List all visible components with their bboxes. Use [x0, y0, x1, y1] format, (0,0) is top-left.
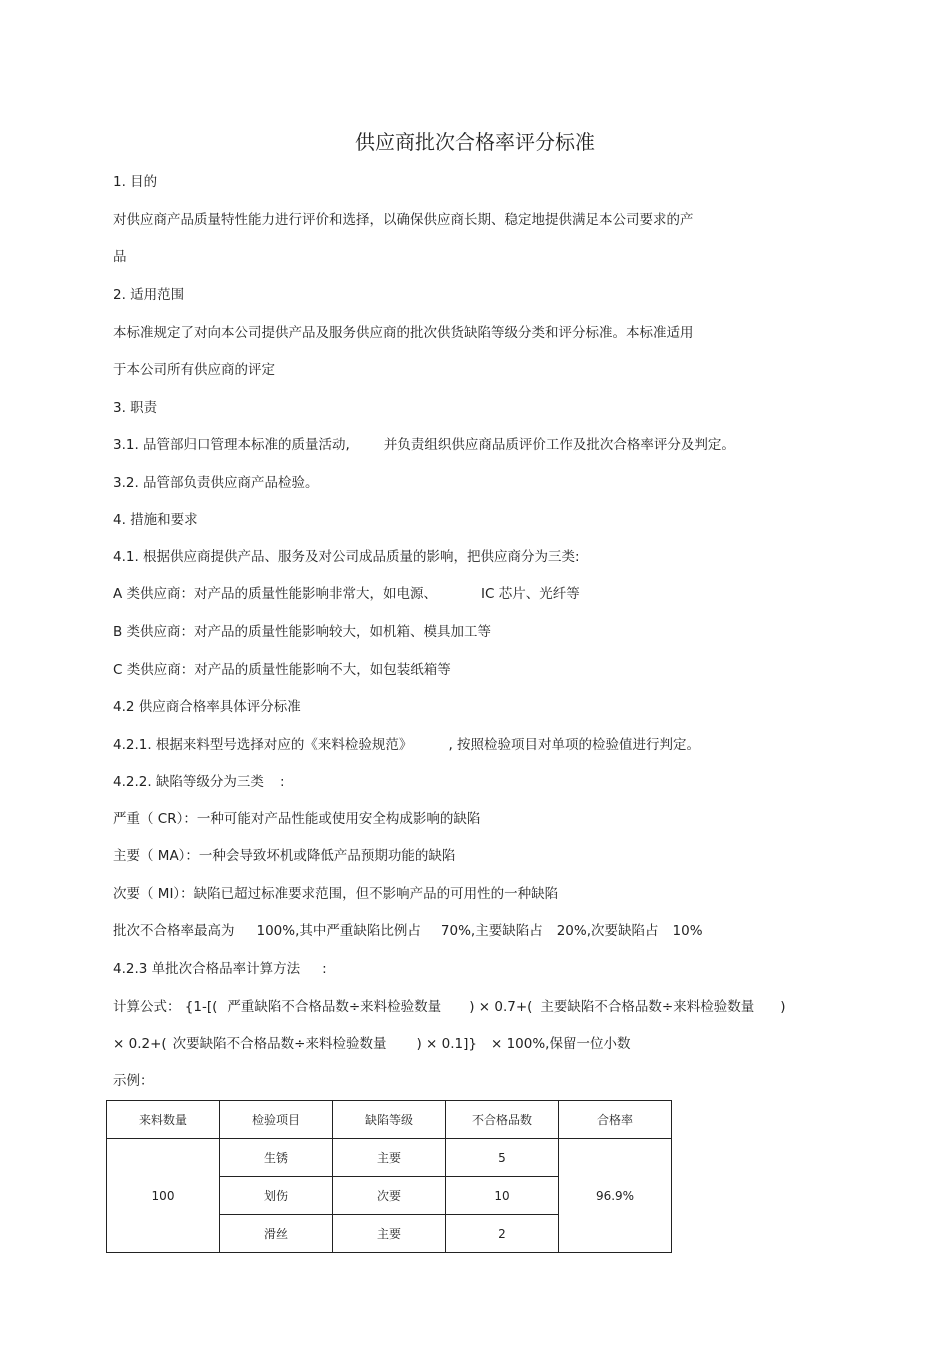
- cell-count: 10: [446, 1177, 559, 1215]
- cell-level: 次要: [333, 1177, 446, 1215]
- formula-part-1: 计算公式： {1-[(: [113, 999, 218, 1015]
- formula-part-2: 严重缺陷不合格品数÷来料检验数量: [227, 999, 442, 1015]
- duty-3-1-part-2: 并负责组织供应商品质评价工作及批次合格率评分及判定。: [383, 437, 735, 453]
- defect-ratio-part-4: 20%,次要缺陷占: [556, 923, 659, 939]
- formula-part-6: × 0.2+(: [113, 1036, 167, 1052]
- rule-4-2-2-part-2: :: [279, 774, 285, 790]
- formula-part-4: 主要缺陷不合格品数÷来料检验数量: [540, 999, 755, 1015]
- measure-4-1: 4.1. 根据供应商提供产品、服务及对公司成品质量的影响，把供应商分为三类:: [113, 549, 580, 565]
- rule-4-2-3-part-2: :: [322, 961, 327, 977]
- formula-line-2: [113, 1034, 630, 1054]
- section-4-2-heading: 4.2 供应商合格率具体评分标准: [113, 699, 301, 715]
- cell-pass-rate: 96.9%: [559, 1139, 672, 1253]
- header-defect-level: 缺陷等级: [333, 1101, 446, 1139]
- cell-item: 划伤: [220, 1177, 333, 1215]
- cell-quantity: 100: [107, 1139, 220, 1253]
- rule-4-2-1-part-2: , 按照检验项目对单项的检验值进行判定。: [448, 737, 701, 753]
- supplier-class-b: B 类供应商：对产品的质量性能影响较大，如机箱、模具加工等: [113, 624, 492, 640]
- duty-3-1: [113, 435, 735, 455]
- duty-3-1-part-1: 3.1. 品管部归口管理本标准的质量活动,: [113, 437, 350, 453]
- scope-text-line-2: 于本公司所有供应商的评定: [113, 362, 275, 378]
- header-defect-count: 不合格品数: [446, 1101, 559, 1139]
- table-row: [107, 1139, 672, 1177]
- header-pass-rate: 合格率: [559, 1101, 672, 1139]
- rule-4-2-3-part-1: 4.2.3 单批次合格品率计算方法: [113, 961, 301, 977]
- formula-part-8: ) × 0.1]}: [416, 1036, 477, 1052]
- supplier-class-a-part-1: A 类供应商：对产品的质量性能影响非常大，如电源、: [113, 586, 438, 602]
- defect-ratio-part-1: 批次不合格率最高为: [113, 923, 235, 939]
- rule-4-2-2: [113, 772, 285, 792]
- formula-line-1: [113, 997, 786, 1017]
- header-quantity: 来料数量: [107, 1101, 220, 1139]
- supplier-class-a-part-2: IC 芯片、光纤等: [481, 586, 580, 602]
- rule-4-2-3: [113, 959, 327, 979]
- supplier-class-a: [113, 584, 580, 604]
- cell-item: 生锈: [220, 1139, 333, 1177]
- rule-4-2-1: [113, 735, 700, 755]
- table-header-row: [107, 1101, 672, 1139]
- cell-count: 2: [446, 1215, 559, 1253]
- section-4-heading: 4. 措施和要求: [113, 512, 198, 528]
- formula-part-5: ): [780, 999, 786, 1015]
- formula-part-9: × 100%,保留一位小数: [490, 1036, 631, 1052]
- duty-3-2: 3.2. 品管部负责供应商产品检验。: [113, 475, 319, 491]
- formula-part-3: ) × 0.7+(: [469, 999, 533, 1015]
- defect-ratio-part-3: 70%,主要缺陷占: [440, 923, 543, 939]
- purpose-text-line-1: 对供应商产品质量特性能力进行评价和选择，以确保供应商长期、稳定地提供满足本公司要求的产: [113, 212, 694, 228]
- cell-level: 主要: [333, 1215, 446, 1253]
- defect-ratio-part-2: 100%,其中严重缺陷比例占: [256, 923, 421, 939]
- example-table: [106, 1100, 672, 1253]
- supplier-class-c: C 类供应商：对产品的质量性能影响不大，如包装纸箱等: [113, 662, 451, 678]
- defect-major: 主要（ MA）：一种会导致坏机或降低产品预期功能的缺陷: [113, 848, 456, 864]
- formula-part-7: 次要缺陷不合格品数÷来料检验数量: [172, 1036, 387, 1052]
- cell-item: 滑丝: [220, 1215, 333, 1253]
- section-2-heading: 2. 适用范围: [113, 287, 185, 303]
- section-3-heading: 3. 职责: [113, 400, 158, 416]
- cell-count: 5: [446, 1139, 559, 1177]
- defect-critical: 严重（ CR）：一种可能对产品性能或使用安全构成影响的缺陷: [113, 811, 481, 827]
- defect-ratio: [113, 921, 703, 941]
- purpose-text-line-2: 品: [113, 249, 127, 265]
- defect-minor: 次要（ MI）：缺陷已超过标准要求范围，但不影响产品的可用性的一种缺陷: [113, 886, 559, 902]
- rule-4-2-2-part-1: 4.2.2. 缺陷等级分为三类: [113, 774, 264, 790]
- example-label: 示例：: [113, 1073, 154, 1089]
- document-title: 供应商批次合格率评分标准: [355, 130, 595, 154]
- defect-ratio-part-5: 10%: [672, 923, 703, 939]
- rule-4-2-1-part-1: 4.2.1. 根据来料型号选择对应的《来料检验规范》: [113, 737, 413, 753]
- section-1-heading: 1. 目的: [113, 174, 158, 190]
- scope-text-line-1: 本标准规定了对向本公司提供产品及服务供应商的批次供货缺陷等级分类和评分标准。本标准适用: [113, 325, 694, 341]
- cell-level: 主要: [333, 1139, 446, 1177]
- header-inspection-item: 检验项目: [220, 1101, 333, 1139]
